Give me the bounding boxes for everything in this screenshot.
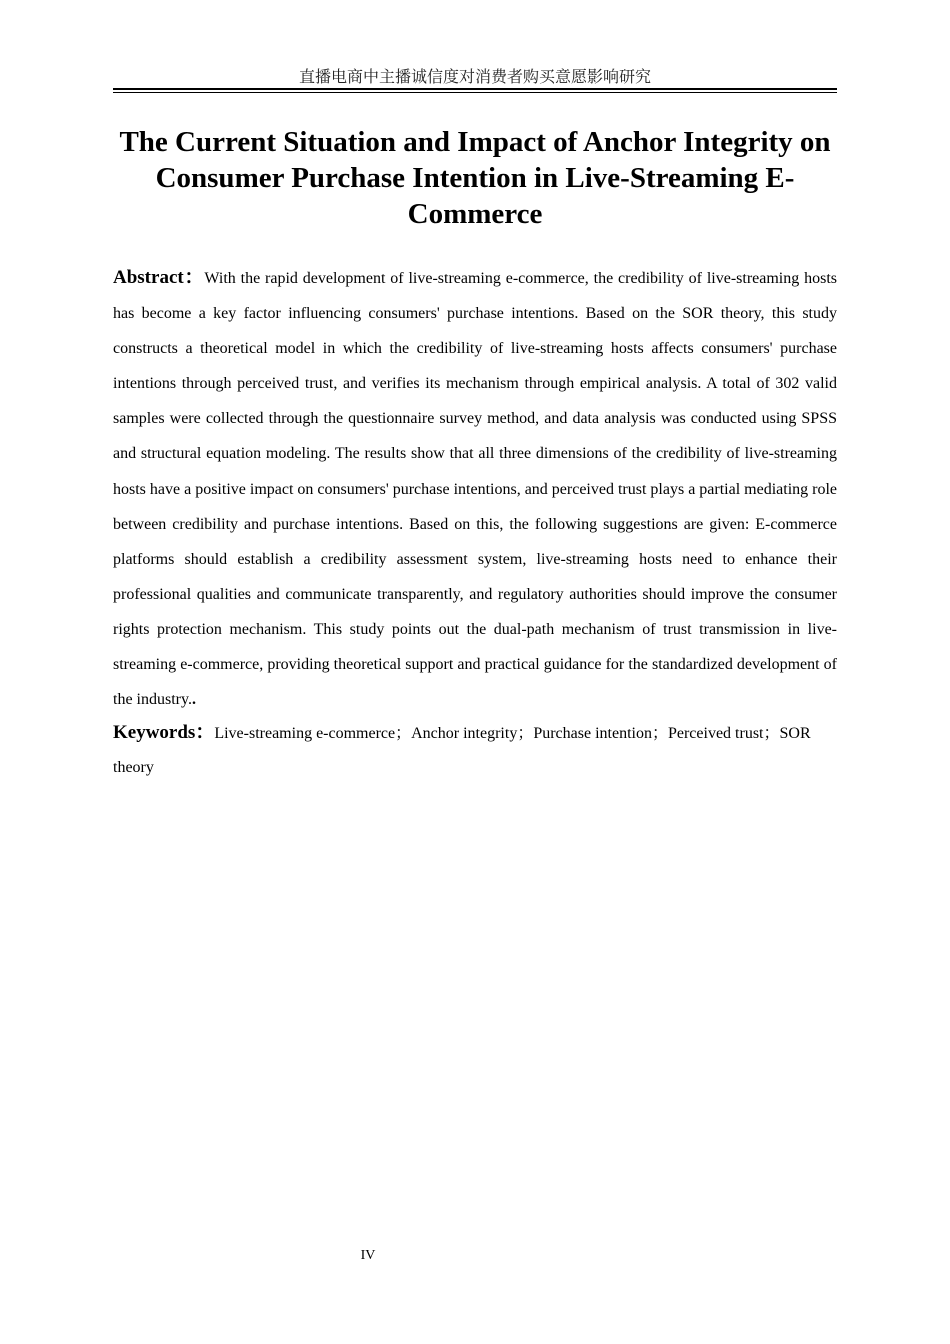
running-header: 直播电商中主播诚信度对消费者购买意愿影响研究 bbox=[298, 67, 651, 86]
page-number: IV bbox=[360, 1248, 376, 1263]
keywords-text: Live-streaming e-commerce；Anchor integrity；Purchase intention；Perceived trust；SOR theory bbox=[113, 725, 811, 776]
abstract-label: Abstract： bbox=[113, 267, 205, 288]
keywords-paragraph bbox=[113, 716, 837, 785]
abstract-text: With the rapid development of live-streaming e-commerce, the credibility of live-streaming hosts has become a key factor influencing consumers' purchase intentions. Based on the SOR theory, this study constructs a theoretical model in which the credibility of live-streaming hosts affects consumers' purchase intentions through perceived trust, and verifies its mechanism through empirical analysis. A total of 302 valid samples were collected through the questionnaire survey method, and data analysis was conducted using SPSS and structural equation modeling. The results show that all three dimensions of the credibility of live-streaming hosts have a positive impact on consumers' purchase intentions, and perceived trust plays a partial mediating role between credibility and purchase intentions. Based on this, the following suggestions are given: E-commerce platforms should establish a credibility assessment system, live-streaming hosts need to enhance their professional qualities and communicate transparently, and regulatory authorities should improve the consumer rights protection mechanism. This study points out the dual-path mechanism of trust transmission in live-streaming e-commerce, providing theoretical support and practical guidance for the standardized development of the industry. bbox=[113, 270, 838, 709]
keywords-label: Keywords： bbox=[113, 722, 215, 743]
header-rule-thin bbox=[113, 92, 837, 93]
header-rule bbox=[113, 88, 837, 90]
abstract-end-mark: . bbox=[191, 691, 196, 709]
document-title: The Current Situation and Impact of Anchor Integrity on Consumer Purchase Intention in Live-Streaming E-Commerce bbox=[119, 126, 831, 230]
abstract-paragraph bbox=[113, 260, 837, 717]
